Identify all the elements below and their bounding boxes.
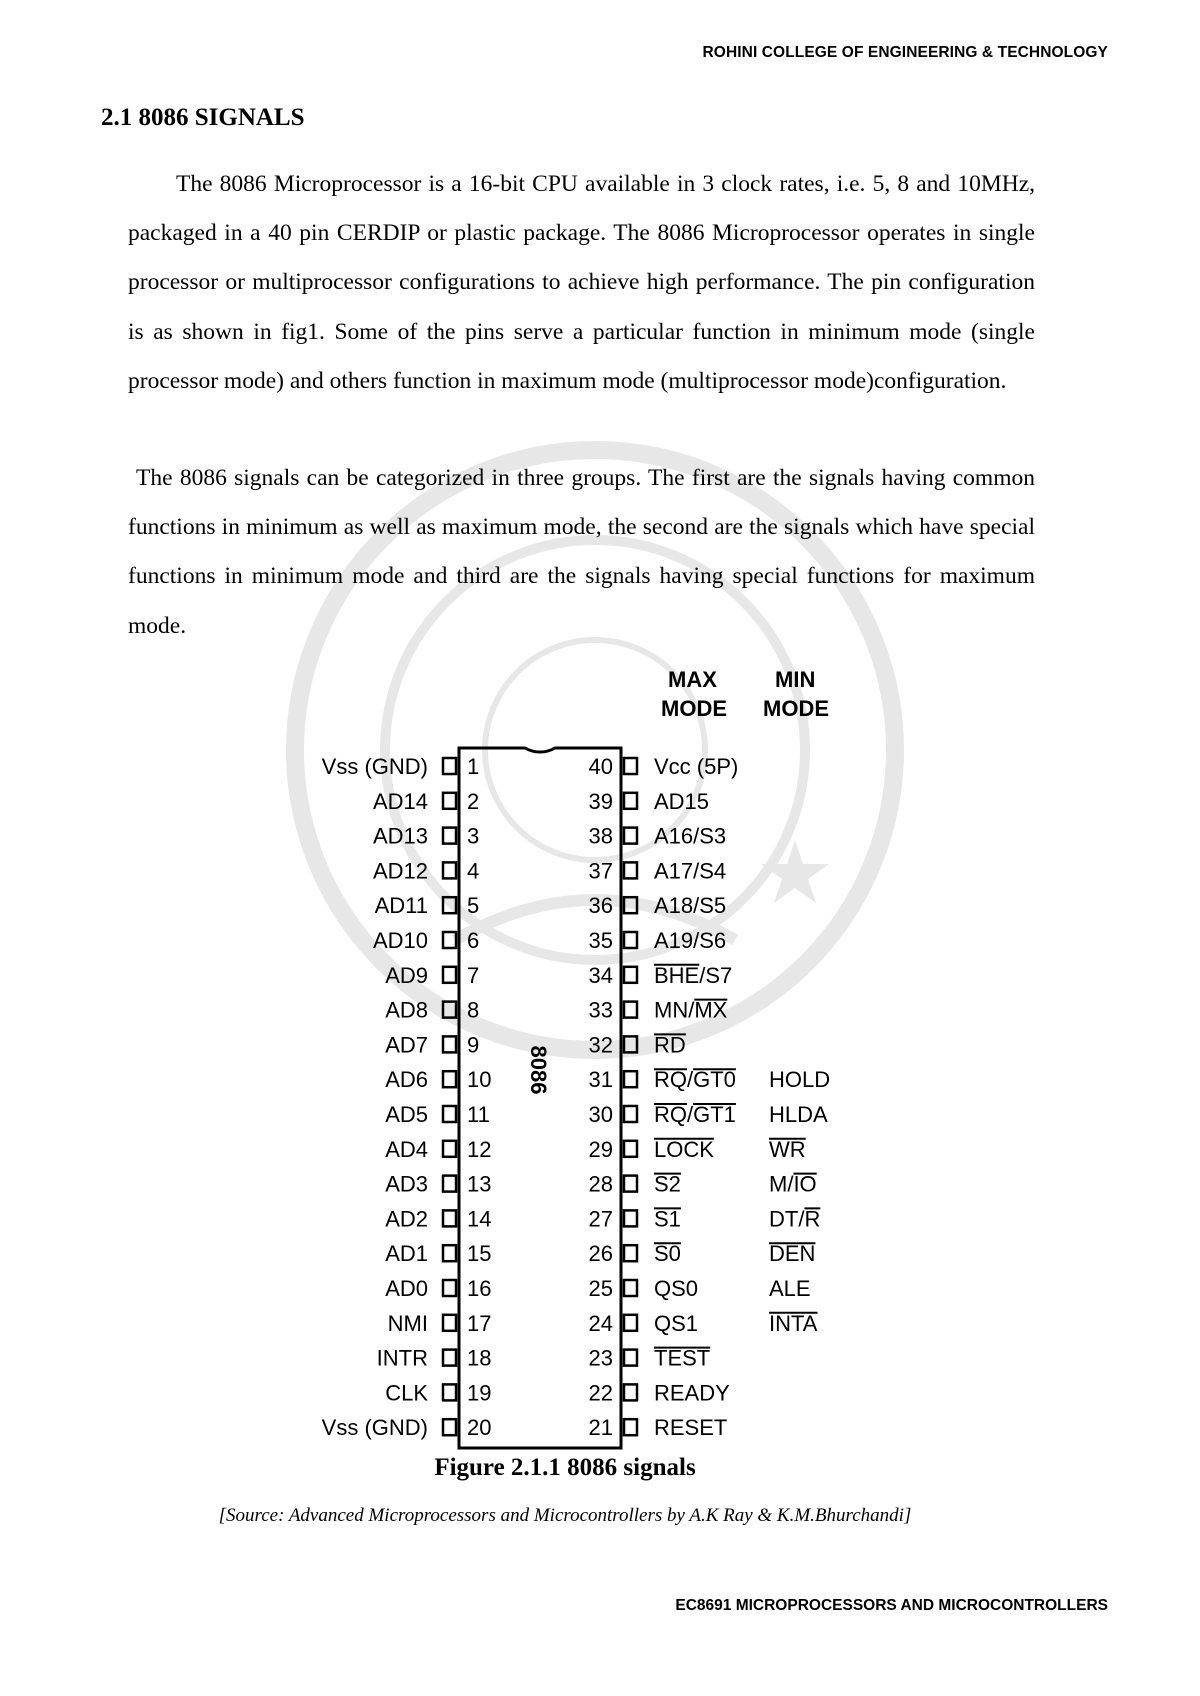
pin-name-max-mode: LOCK [654,1136,714,1162]
pin-number: 3 [467,823,480,849]
pin-name-min-mode: INTA [769,1310,818,1336]
pin-name-min-mode: ALE [769,1276,811,1301]
pin-row-right [589,1206,821,1231]
pin-number: 16 [467,1276,492,1301]
pin-name: NMI [387,1310,428,1336]
pin-row-left [385,1241,491,1266]
pin-row-left [375,893,480,918]
pin-row-left [385,1276,491,1301]
pin-number: 33 [588,997,613,1023]
pin-number: 8 [467,997,480,1023]
pin-number: 37 [588,858,613,884]
pin-name-max-mode: QS1 [654,1310,699,1336]
pin-lead [443,967,456,983]
figure-caption: Figure 2.1.1 8086 signals [434,1454,696,1481]
pin-name: AD13 [372,823,428,849]
pin-name-max-mode: A19/S6 [654,928,727,953]
pin-name-min-mode: DT/R [769,1206,821,1232]
pin-row-left [388,1311,492,1336]
pin-number: 13 [467,1171,492,1197]
paragraph-signal-groups: The 8086 signals can be categorized in three groups. The first are the signals having common functions in minimum as well as maximum mode, the second are the signals which have special functions in minimum mode and third are the signals having special functions for maximum mode. [128,465,1035,639]
pin-row-left [385,1380,491,1405]
pin-name-max-mode: RD [654,1032,686,1058]
pin-row-right [589,893,727,918]
pin-name-max-mode: A17/S4 [654,858,727,884]
pin-number: 1 [467,754,480,779]
pin-name: AD8 [385,997,428,1023]
pin-name: AD7 [385,1032,428,1058]
page-footer: EC8691 MICROPROCESSORS AND MICROCONTROLLERS [675,1597,1108,1614]
pin-row-left [385,963,479,988]
pin-number: 7 [467,962,480,988]
pin-name-max-mode: MN/MX [654,997,728,1023]
pin-number: 36 [588,893,613,919]
paragraph-intro: The 8086 Microprocessor is a 16-bit CPU available in 3 clock rates, i.e. 5, 8 and 10MHz, packaged in a 40 pin CERDIP or plastic package. The 8086 Microprocessor operates in single processor or multiprocessor configurations to achieve high performance. The pin configuration is as shown in fig1. Some of the pins serve a particular function in minimum mode (single processor mode) and others function in maximum mode (multiprocessor mode)configuration. [128,171,1035,394]
section-title: 2.1 8086 SIGNALS [101,104,305,131]
pin-row-left [377,1346,492,1371]
pin-row-right [589,928,727,953]
pin-lead [624,1315,637,1331]
pin-name-max-mode: A18/S5 [654,893,727,919]
pin-name: AD5 [385,1102,428,1127]
pin-lead [443,897,456,913]
pin-name: AD1 [385,1241,428,1267]
pin-name-min-mode: DEN [769,1241,816,1267]
pin-number: 14 [467,1206,492,1232]
pin-lead [443,932,456,948]
pin-lead [624,828,637,844]
pin-number: 2 [467,788,480,814]
pin-row-left [385,1102,490,1127]
pin-name: AD2 [385,1206,428,1232]
pin-lead [624,1176,637,1192]
min-mode-header-line1: MIN [775,667,816,692]
pin-row-left [385,1206,491,1231]
chip-label: 8086 [526,1045,551,1095]
pin-lead [624,758,637,774]
pin-name: AD12 [372,858,428,884]
pin-name: AD11 [374,893,428,919]
pin-number: 40 [588,754,613,779]
pin-lead [443,1071,456,1087]
pin-row-right [589,1380,731,1405]
pin-name-min-mode: HLDA [769,1102,828,1127]
pin-name: AD6 [385,1067,428,1093]
pin-lead [443,1141,456,1157]
pin-row-left [373,858,479,883]
pin-name-max-mode: QS0 [654,1276,699,1301]
pin-lead [624,1071,637,1087]
pin-name: AD10 [372,928,428,953]
pin-name-min-mode: M/IO [769,1171,817,1197]
pin-lead [624,1106,637,1122]
pin-row-right [589,998,728,1023]
pin-number: 24 [588,1310,613,1336]
pin-lead [443,1350,456,1366]
pin-name-max-mode: READY [654,1380,730,1406]
pin-lead [624,1141,637,1157]
pin-lead [624,1002,637,1018]
pin-row-right [589,1172,817,1197]
pin-row-right [589,858,727,883]
pin-lead [443,1245,456,1261]
pin-number: 26 [588,1241,613,1267]
pin-row-left [322,754,480,779]
pin-row-right [589,789,710,814]
pin-lead [624,932,637,948]
pin-number: 11 [467,1102,490,1127]
page-header: ROHINI COLLEGE OF ENGINEERING & TECHNOLOGY [702,44,1108,61]
figure-source: [Source: Advanced Microprocessors and Microcontrollers by A.K Ray & K.M.Bhurchandi] [218,1505,912,1526]
pin-lead [443,1280,456,1296]
pin-row-left [322,1415,492,1440]
pin-number: 17 [467,1310,492,1336]
pin-lead [443,1002,456,1018]
pin-row-right [589,963,733,988]
left-pin-list [322,754,492,1440]
pin-row-right [589,1102,828,1127]
pin-lead [443,1210,456,1226]
pin-lead [624,793,637,809]
pin-row-left [385,1137,491,1162]
pin-name: AD9 [385,962,428,988]
pin-name-min-mode: HOLD [769,1067,831,1093]
pin-row-right [589,1067,831,1092]
pin-number: 25 [588,1276,613,1301]
pin-number: 32 [588,1032,613,1058]
pin-name: Vss (GND) [321,754,428,779]
pin-row-left [373,928,479,953]
pin-number: 19 [467,1380,492,1406]
pin-row-right [589,824,727,849]
pin-lead [443,1384,456,1400]
pin-number: 6 [467,928,480,953]
pin-lead [443,1315,456,1331]
pin-row-left [385,1067,491,1092]
pin-row-left [385,1172,491,1197]
pin-name-max-mode: Vcc (5P) [654,754,739,779]
pin-lead [443,862,456,878]
pin-row-right [589,754,739,779]
pin-name: AD3 [385,1171,428,1197]
pin-number: 4 [467,858,480,884]
pin-number: 23 [588,1345,613,1371]
pin-name: AD0 [385,1276,428,1301]
pin-lead [624,1419,637,1435]
pin-name: Vss (GND) [321,1415,428,1441]
pin-name-max-mode: A16/S3 [654,823,727,849]
pin-lead [624,1280,637,1296]
pin-number: 29 [588,1136,613,1162]
pin-lead [443,1419,456,1435]
pin-number: 27 [588,1206,613,1232]
pin-number: 35 [588,928,613,953]
pin-lead [624,897,637,913]
pin-name: INTR [376,1345,428,1371]
pin-number: 22 [588,1380,613,1406]
min-mode-header-line2: MODE [763,696,829,721]
pin-lead [624,1245,637,1261]
pin-name-max-mode: RQ/GT1 [654,1102,736,1127]
pin-row-left [373,824,479,849]
pin-row-left [373,789,479,814]
pin-row-right [589,1241,816,1266]
pin-row-left [385,1032,479,1057]
chip-body [459,748,621,1448]
pin-number: 5 [467,893,480,919]
mode-headers [661,667,829,721]
pin-name-max-mode: S0 [654,1241,681,1267]
pin-name-max-mode: RESET [654,1415,728,1441]
pin-lead [443,828,456,844]
pin-number: 20 [467,1415,492,1441]
pin-number: 34 [588,962,613,988]
pin-name-max-mode: RQ/GT0 [654,1067,736,1093]
pin-number: 9 [467,1032,480,1058]
pin-number: 28 [588,1171,613,1197]
pin-lead [443,1036,456,1052]
pin-row-right [589,1032,686,1057]
pin-name: CLK [385,1380,428,1406]
pin-lead [443,793,456,809]
pin-name: AD14 [372,788,428,814]
pin-number: 12 [467,1136,492,1162]
pin-number: 10 [467,1067,492,1093]
pin-number: 30 [588,1102,613,1127]
pin-lead [624,1384,637,1400]
pin-lead [624,1210,637,1226]
pin-row-left [385,998,479,1023]
pin-row-right [589,1311,818,1336]
pin-name-max-mode: TEST [654,1345,711,1371]
pin-number: 39 [588,788,613,814]
pin-name-min-mode: WR [769,1136,806,1162]
pin-name-max-mode: S2 [654,1171,681,1197]
pin-lead [624,862,637,878]
pin-name-max-mode: AD15 [654,788,710,814]
pin-number: 21 [588,1415,613,1441]
pin-lead [443,1176,456,1192]
pin-number: 15 [467,1241,492,1267]
pin-lead [624,967,637,983]
pin-number: 31 [588,1067,613,1093]
pin-lead [443,758,456,774]
pin-name: AD4 [385,1136,428,1162]
right-pin-list [589,754,831,1440]
pin-name-max-mode: BHE/S7 [654,962,733,988]
pin-row-right [589,1346,711,1371]
pin-name-max-mode: S1 [654,1206,681,1232]
pin-lead [624,1036,637,1052]
pin-number: 38 [588,823,613,849]
max-mode-header-line1: MAX [668,667,717,692]
max-mode-header-line2: MODE [661,696,727,721]
pin-number: 18 [467,1345,492,1371]
pin-row-right [589,1415,728,1440]
pin-lead [624,1350,637,1366]
pin-lead [443,1106,456,1122]
